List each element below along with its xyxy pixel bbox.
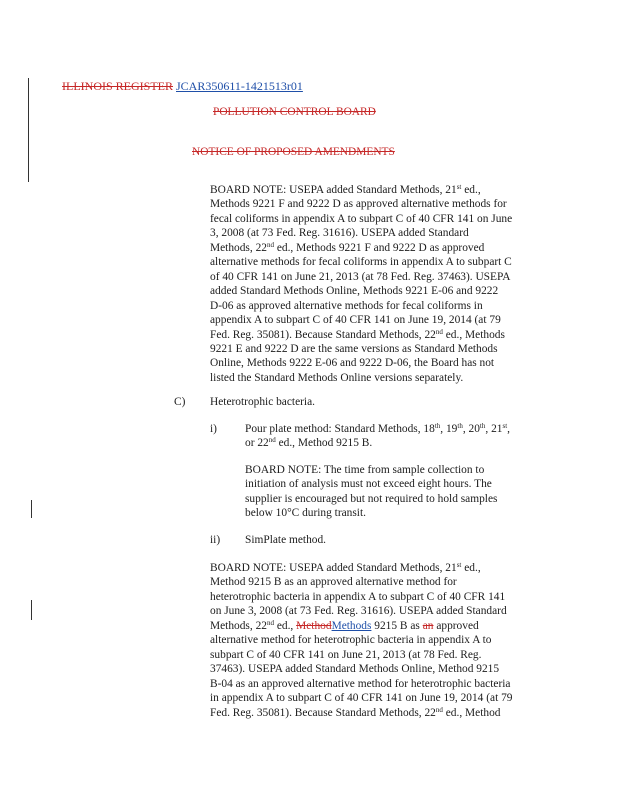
note-line: Online, Methods 9222 E-06 and 9222 D-06, the Board has not bbox=[210, 357, 495, 370]
board-title: POLLUTION CONTROL BOARD bbox=[213, 106, 376, 118]
item-i-line: or 22nd ed., Method 9215 B. bbox=[245, 436, 373, 450]
item-i-line: Pour plate method: Standard Methods, 18th, 19th, 20th, 21st, bbox=[245, 422, 510, 435]
change-bar-bottom bbox=[31, 600, 32, 620]
note-line: added Standard Methods Online, Methods 9221 E-06 and 9222 bbox=[210, 285, 499, 298]
note-line: of 40 CFR 141 on June 21, 2013 (at 78 Fed. Reg. 37463). USEPA bbox=[210, 270, 511, 283]
board-note-heterotrophic bbox=[210, 561, 512, 720]
deleted-text: an bbox=[422, 619, 434, 632]
board-note-sample-time bbox=[245, 463, 497, 521]
item-i-text bbox=[245, 422, 510, 451]
note-line: Fed. Reg. 35081). Because Standard Methods, 22nd ed., Method bbox=[210, 705, 501, 719]
note-line: alternative method for heterotrophic bacteria in appendix A to bbox=[210, 634, 492, 647]
amended-text: 9215 B as bbox=[371, 619, 423, 632]
note-line: BOARD NOTE: USEPA added Standard Methods, 21st ed., bbox=[210, 183, 481, 196]
inserted-text: Methods bbox=[331, 619, 372, 632]
note-line-amended bbox=[210, 619, 512, 633]
item-i-label: i) bbox=[210, 423, 217, 435]
section-c-label: C) bbox=[174, 396, 186, 408]
note-line: alternative methods for fecal coliforms in appendix A to subpart C bbox=[210, 256, 512, 269]
note-line: 37463). USEPA added Standard Methods Online, Method 9215 bbox=[210, 663, 500, 676]
board-note-fecal-coliforms bbox=[210, 183, 512, 385]
amended-text: Methods, 22nd ed., bbox=[210, 618, 297, 632]
note-line: Methods 9221 F and 9222 D as approved alternative methods for bbox=[210, 198, 507, 211]
register-header bbox=[62, 79, 303, 94]
item-ii-text: SimPlate method. bbox=[245, 534, 326, 546]
deleted-text: Method bbox=[296, 619, 332, 632]
note-line: Methods, 22nd ed., Methods 9221 F and 9222 D as approved bbox=[210, 240, 485, 254]
note-line: heterotrophic bacteria in appendix A to subpart C of 40 CFR 141 bbox=[210, 590, 506, 603]
note-line: BOARD NOTE: The time from sample collection to bbox=[245, 464, 485, 476]
section-c-text: Heterotrophic bacteria. bbox=[210, 396, 315, 408]
change-bar-middle bbox=[31, 500, 32, 518]
note-line: listed the Standard Methods Online versions separately. bbox=[210, 371, 464, 384]
register-title: ILLINOIS REGISTER bbox=[62, 79, 173, 93]
item-ii-label: ii) bbox=[210, 534, 221, 546]
note-line: D-06 as approved alternative methods for fecal coliforms in bbox=[210, 299, 483, 312]
notice-title: NOTICE OF PROPOSED AMENDMENTS bbox=[192, 146, 395, 158]
note-line: initiation of analysis must not exceed eight hours. The bbox=[245, 478, 492, 491]
register-code: JCAR350611-1421513r01 bbox=[176, 79, 303, 93]
note-line: 9221 E and 9222 D are the same versions as Standard Methods bbox=[210, 342, 498, 355]
note-line: fecal coliforms in appendix A to subpart C of 40 CFR 141 on June bbox=[210, 212, 513, 225]
note-line: on June 3, 2008 (at 73 Fed. Reg. 31616). USEPA added Standard bbox=[210, 605, 507, 618]
note-line: supplier is encouraged but not required to hold samples bbox=[245, 492, 498, 505]
amended-text: approved bbox=[433, 619, 479, 632]
note-line: Fed. Reg. 35081). Because Standard Methods, 22nd ed., Methods bbox=[210, 327, 505, 341]
note-line: below 10°C during transit. bbox=[245, 507, 366, 520]
change-bar-top bbox=[28, 78, 29, 182]
note-line: BOARD NOTE: USEPA added Standard Methods, 21st ed., bbox=[210, 561, 481, 574]
note-line: Method 9215 B as an approved alternative method for bbox=[210, 576, 457, 589]
note-line: in appendix A to subpart C of 40 CFR 141 on June 19, 2014 (at 79 bbox=[210, 692, 513, 705]
note-line: 3, 2008 (at 73 Fed. Reg. 31616). USEPA added Standard bbox=[210, 227, 469, 240]
note-line: appendix A to subpart C of 40 CFR 141 on June 19, 2014 (at 79 bbox=[210, 314, 501, 327]
note-line: B-04 as an approved alternative method for heterotrophic bacteria bbox=[210, 677, 511, 690]
note-line: subpart C of 40 CFR 141 on June 21, 2013 (at 78 Fed. Reg. bbox=[210, 648, 482, 661]
